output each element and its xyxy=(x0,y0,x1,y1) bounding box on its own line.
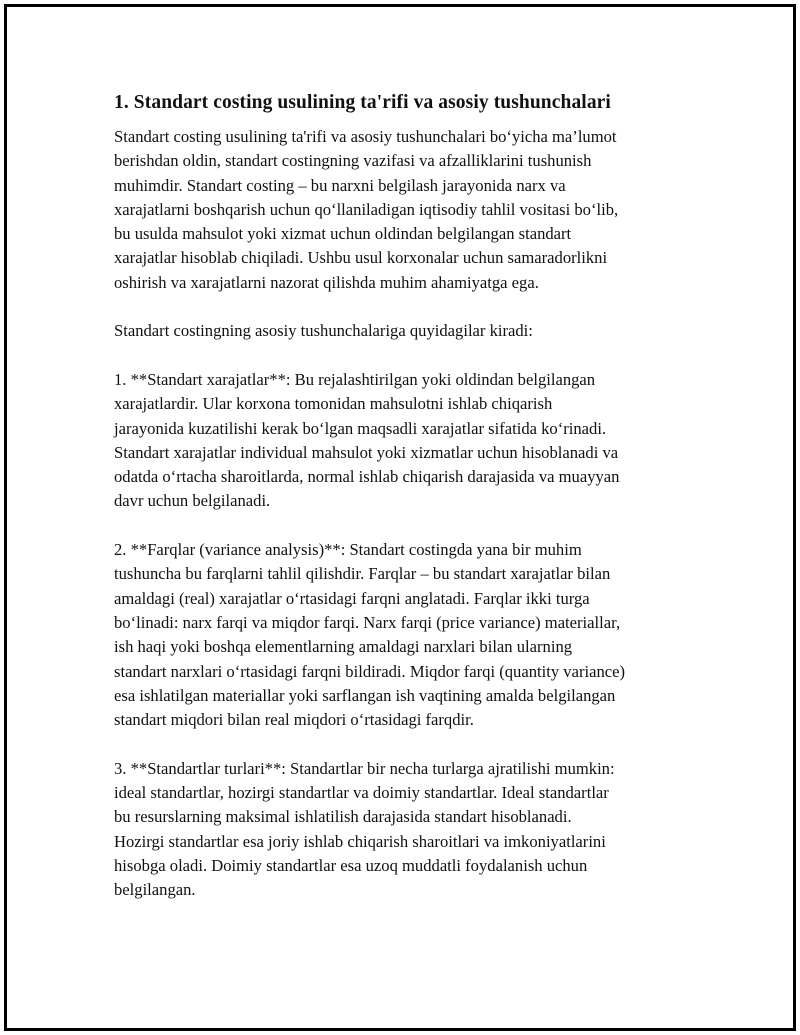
document-body xyxy=(114,90,689,927)
concepts-lead-paragraph: Standart costingning asosiy tushunchalariga quyidagilar kiradi: xyxy=(114,321,533,341)
section-heading: 1. Standart costing usulining ta'rifi va asosiy tushunchalari xyxy=(114,92,611,113)
intro-paragraph: Standart costing usulining ta'rifi va asosiy tushunchalari bo‘yicha ma’lumot berishdan oldin, standart costingning vazifasi va afzalliklarini tushunish muhimdir. Standart costing – bu narxni belgilash jarayonida narx va xarajatlarni boshqarish uchun qo‘llaniladigan iqtisodiy tahlil vositasi bo‘lib, bu usulda mahsulot yoki xizmat uchun oldindan belgilangan standart xarajatlar hisoblab chiqiladi. Ushbu usul korxonalar uchun samaradorlikni oshirish va xarajatlarni nazorat qilishda muhim ahamiyatga ega. xyxy=(114,127,619,292)
standard-costs-paragraph: 1. **Standart xarajatlar**: Bu rejalashtirilgan yoki oldindan belgilangan xarajatlardir. Ular korxona tomonidan mahsulotni ishlab chiqarish jarayonida kuzatilishi kerak bo‘lgan maqsadli xarajatlar sifatida ko‘rinadi. Standart xarajatlar individual mahsulot yoki xizmatlar uchun hisoblanadi va odatda o‘rtacha sharoitlarda, normal ishlab chiqarish darajasida va muayyan davr uchun belgilanadi. xyxy=(114,369,620,511)
variance-paragraph: 2. **Farqlar (variance analysis)**: Standart costingda yana bir muhim tushuncha bu farqlarni tahlil qilishdir. Farqlar – bu standart xarajatlar bilan amaldagi (real) xarajatlar o‘rtasidagi farqni anglatadi. Farqlar ikki turga bo‘linadi: narx farqi va miqdor farqi. Narx farqi (price variance) materiallar, ish haqi yoki boshqa elementlarning amaldagi narxlari bilan ularning standart narxlari o‘rtasidagi farqni bildiradi. Miqdor farqi (quantity variance) esa ishlatilgan materiallar yoki sarflangan ish vaqtining amalda belgilangan standart miqdori bilan real miqdori o‘rtasidagi farqdir. xyxy=(114,540,625,730)
standard-types-paragraph: 3. **Standartlar turlari**: Standartlar bir necha turlarga ajratilishi mumkin: ideal standartlar, hozirgi standartlar va doimiy standartlar. Ideal standartlar bu resurslarning maksimal ishlatilish darajasida standart hisoblanadi. Hozirgi standartlar esa joriy ishlab chiqarish sharoitlari va imkoniyatlarini hisobga oladi. Doimiy standartlar esa uzoq muddatli foydalanish uchun belgilangan. xyxy=(114,758,615,900)
